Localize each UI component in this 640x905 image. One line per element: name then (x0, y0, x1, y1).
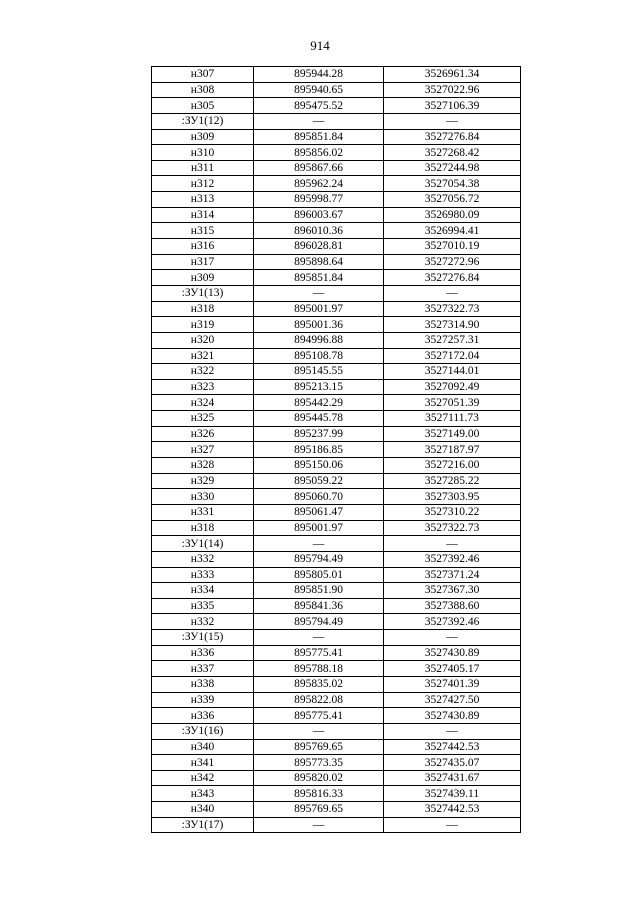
y-coordinate-cell: 3527272.96 (384, 254, 521, 270)
table-row (152, 254, 521, 270)
table-row (152, 207, 521, 223)
table-row (152, 770, 521, 786)
point-name-cell: н311 (152, 160, 254, 176)
y-coordinate-cell: 3527435.07 (384, 755, 521, 771)
y-coordinate-cell: 3527439.11 (384, 786, 521, 802)
x-coordinate-cell: 895150.06 (254, 458, 384, 474)
x-coordinate-cell: 895940.65 (254, 82, 384, 98)
table-row (152, 520, 521, 536)
table-row (152, 67, 521, 83)
table-row (152, 583, 521, 599)
y-coordinate-cell: — (384, 630, 521, 646)
point-name-cell: н314 (152, 207, 254, 223)
x-coordinate-cell: 895898.64 (254, 254, 384, 270)
x-coordinate-cell: 895998.77 (254, 192, 384, 208)
point-name-cell: н318 (152, 301, 254, 317)
point-name-cell: н329 (152, 473, 254, 489)
table-row (152, 473, 521, 489)
point-name-cell: н310 (152, 145, 254, 161)
point-name-cell: н343 (152, 786, 254, 802)
table-row (152, 411, 521, 427)
y-coordinate-cell: 3527431.67 (384, 770, 521, 786)
table-row (152, 239, 521, 255)
coordinates-table-body (152, 67, 521, 833)
x-coordinate-cell: 895186.85 (254, 442, 384, 458)
y-coordinate-cell: 3527430.89 (384, 708, 521, 724)
point-name-cell: н326 (152, 426, 254, 442)
point-name-cell: н342 (152, 770, 254, 786)
x-coordinate-cell: 895775.41 (254, 708, 384, 724)
point-name-cell: н321 (152, 348, 254, 364)
x-coordinate-cell: 896028.81 (254, 239, 384, 255)
table-row (152, 614, 521, 630)
point-name-cell: н336 (152, 708, 254, 724)
x-coordinate-cell: 895794.49 (254, 551, 384, 567)
table-row (152, 426, 521, 442)
point-name-cell: н331 (152, 504, 254, 520)
table-row (152, 145, 521, 161)
y-coordinate-cell: 3527442.53 (384, 802, 521, 818)
x-coordinate-cell: 895841.36 (254, 598, 384, 614)
table-row (152, 489, 521, 505)
y-coordinate-cell: 3526961.34 (384, 67, 521, 83)
y-coordinate-cell: 3527276.84 (384, 270, 521, 286)
table-row (152, 817, 521, 833)
y-coordinate-cell: 3527310.22 (384, 504, 521, 520)
table-row (152, 692, 521, 708)
x-coordinate-cell: 895769.65 (254, 739, 384, 755)
y-coordinate-cell: — (384, 285, 521, 301)
y-coordinate-cell: 3527392.46 (384, 614, 521, 630)
table-row (152, 176, 521, 192)
point-name-cell: :ЗУ1(17) (152, 817, 254, 833)
x-coordinate-cell: 895475.52 (254, 98, 384, 114)
table-row (152, 98, 521, 114)
table-row (152, 802, 521, 818)
point-name-cell: н340 (152, 802, 254, 818)
point-name-cell: н307 (152, 67, 254, 83)
table-row (152, 458, 521, 474)
table-row (152, 676, 521, 692)
x-coordinate-cell: 896003.67 (254, 207, 384, 223)
x-coordinate-cell: 895867.66 (254, 160, 384, 176)
x-coordinate-cell: 895061.47 (254, 504, 384, 520)
x-coordinate-cell: 895001.36 (254, 317, 384, 333)
y-coordinate-cell: 3527111.73 (384, 411, 521, 427)
point-name-cell: н308 (152, 82, 254, 98)
point-name-cell: н332 (152, 614, 254, 630)
y-coordinate-cell: 3527172.04 (384, 348, 521, 364)
y-coordinate-cell: 3527268.42 (384, 145, 521, 161)
x-coordinate-cell: 895820.02 (254, 770, 384, 786)
y-coordinate-cell: 3527322.73 (384, 301, 521, 317)
y-coordinate-cell: 3527054.38 (384, 176, 521, 192)
x-coordinate-cell: 895060.70 (254, 489, 384, 505)
x-coordinate-cell: — (254, 723, 384, 739)
x-coordinate-cell: 895775.41 (254, 645, 384, 661)
table-row (152, 739, 521, 755)
y-coordinate-cell: 3527401.39 (384, 676, 521, 692)
y-coordinate-cell: 3527187.97 (384, 442, 521, 458)
y-coordinate-cell: — (384, 723, 521, 739)
page-number: 914 (310, 38, 330, 53)
table-row (152, 317, 521, 333)
x-coordinate-cell: 895835.02 (254, 676, 384, 692)
y-coordinate-cell: 3527051.39 (384, 395, 521, 411)
point-name-cell: н340 (152, 739, 254, 755)
table-row (152, 223, 521, 239)
y-coordinate-cell: 3527314.90 (384, 317, 521, 333)
y-coordinate-cell: 3527392.46 (384, 551, 521, 567)
table-row (152, 82, 521, 98)
table-row (152, 598, 521, 614)
x-coordinate-cell: 896010.36 (254, 223, 384, 239)
point-name-cell: н341 (152, 755, 254, 771)
y-coordinate-cell: 3527144.01 (384, 364, 521, 380)
table-row (152, 395, 521, 411)
x-coordinate-cell: — (254, 630, 384, 646)
x-coordinate-cell: 895001.97 (254, 301, 384, 317)
x-coordinate-cell: 895816.33 (254, 786, 384, 802)
x-coordinate-cell: 895001.97 (254, 520, 384, 536)
y-coordinate-cell: 3527430.89 (384, 645, 521, 661)
table-row (152, 723, 521, 739)
table-row (152, 645, 521, 661)
x-coordinate-cell: 895794.49 (254, 614, 384, 630)
y-coordinate-cell: 3527322.73 (384, 520, 521, 536)
point-name-cell: н319 (152, 317, 254, 333)
x-coordinate-cell: 895851.84 (254, 270, 384, 286)
coordinates-table (151, 66, 521, 833)
point-name-cell: н328 (152, 458, 254, 474)
table-row (152, 630, 521, 646)
point-name-cell: н335 (152, 598, 254, 614)
x-coordinate-cell: 895445.78 (254, 411, 384, 427)
point-name-cell: н322 (152, 364, 254, 380)
y-coordinate-cell: 3527285.22 (384, 473, 521, 489)
table-row (152, 661, 521, 677)
x-coordinate-cell: 895213.15 (254, 379, 384, 395)
point-name-cell: н338 (152, 676, 254, 692)
table-row (152, 551, 521, 567)
x-coordinate-cell: 895851.84 (254, 129, 384, 145)
y-coordinate-cell: 3527388.60 (384, 598, 521, 614)
table-row (152, 192, 521, 208)
table-row (152, 301, 521, 317)
y-coordinate-cell: 3527149.00 (384, 426, 521, 442)
x-coordinate-cell: 895442.29 (254, 395, 384, 411)
x-coordinate-cell: 895773.35 (254, 755, 384, 771)
y-coordinate-cell: 3527371.24 (384, 567, 521, 583)
point-name-cell: н317 (152, 254, 254, 270)
x-coordinate-cell: 895788.18 (254, 661, 384, 677)
y-coordinate-cell: 3527244.98 (384, 160, 521, 176)
point-name-cell: н309 (152, 270, 254, 286)
table-row (152, 567, 521, 583)
table-row (152, 129, 521, 145)
y-coordinate-cell: — (384, 536, 521, 552)
y-coordinate-cell: — (384, 817, 521, 833)
point-name-cell: н315 (152, 223, 254, 239)
point-name-cell: н330 (152, 489, 254, 505)
x-coordinate-cell: 895962.24 (254, 176, 384, 192)
x-coordinate-cell: 895059.22 (254, 473, 384, 489)
x-coordinate-cell: — (254, 817, 384, 833)
table-row (152, 332, 521, 348)
x-coordinate-cell: 895851.90 (254, 583, 384, 599)
point-name-cell: н316 (152, 239, 254, 255)
point-name-cell: н327 (152, 442, 254, 458)
point-name-cell: н336 (152, 645, 254, 661)
x-coordinate-cell: 895145.55 (254, 364, 384, 380)
x-coordinate-cell: 895769.65 (254, 802, 384, 818)
y-coordinate-cell: 3527442.53 (384, 739, 521, 755)
point-name-cell: н312 (152, 176, 254, 192)
table-row (152, 364, 521, 380)
point-name-cell: н309 (152, 129, 254, 145)
point-name-cell: :ЗУ1(16) (152, 723, 254, 739)
x-coordinate-cell: 895856.02 (254, 145, 384, 161)
x-coordinate-cell: 895108.78 (254, 348, 384, 364)
table-row (152, 536, 521, 552)
y-coordinate-cell: 3527257.31 (384, 332, 521, 348)
table-row (152, 755, 521, 771)
y-coordinate-cell: 3527427.50 (384, 692, 521, 708)
table-row (152, 379, 521, 395)
table-row (152, 708, 521, 724)
table-row (152, 442, 521, 458)
y-coordinate-cell: 3527405.17 (384, 661, 521, 677)
x-coordinate-cell: 895237.99 (254, 426, 384, 442)
point-name-cell: н324 (152, 395, 254, 411)
point-name-cell: н320 (152, 332, 254, 348)
table-row (152, 285, 521, 301)
x-coordinate-cell: 895805.01 (254, 567, 384, 583)
point-name-cell: н339 (152, 692, 254, 708)
point-name-cell: н334 (152, 583, 254, 599)
point-name-cell: н318 (152, 520, 254, 536)
table-row (152, 113, 521, 129)
y-coordinate-cell: — (384, 113, 521, 129)
y-coordinate-cell: 3527056.72 (384, 192, 521, 208)
y-coordinate-cell: 3527106.39 (384, 98, 521, 114)
x-coordinate-cell: — (254, 285, 384, 301)
point-name-cell: :ЗУ1(14) (152, 536, 254, 552)
point-name-cell: н337 (152, 661, 254, 677)
y-coordinate-cell: 3527367.30 (384, 583, 521, 599)
point-name-cell: :ЗУ1(15) (152, 630, 254, 646)
table-row (152, 504, 521, 520)
y-coordinate-cell: 3527010.19 (384, 239, 521, 255)
point-name-cell: н325 (152, 411, 254, 427)
x-coordinate-cell: 894996.88 (254, 332, 384, 348)
point-name-cell: н323 (152, 379, 254, 395)
table-row (152, 348, 521, 364)
table-row (152, 160, 521, 176)
y-coordinate-cell: 3527216.00 (384, 458, 521, 474)
point-name-cell: н305 (152, 98, 254, 114)
point-name-cell: н333 (152, 567, 254, 583)
x-coordinate-cell: — (254, 113, 384, 129)
x-coordinate-cell: 895944.28 (254, 67, 384, 83)
y-coordinate-cell: 3526980.09 (384, 207, 521, 223)
point-name-cell: н313 (152, 192, 254, 208)
point-name-cell: :ЗУ1(12) (152, 113, 254, 129)
point-name-cell: н332 (152, 551, 254, 567)
y-coordinate-cell: 3527092.49 (384, 379, 521, 395)
x-coordinate-cell: — (254, 536, 384, 552)
y-coordinate-cell: 3527022.96 (384, 82, 521, 98)
y-coordinate-cell: 3527303.95 (384, 489, 521, 505)
point-name-cell: :ЗУ1(13) (152, 285, 254, 301)
x-coordinate-cell: 895822.08 (254, 692, 384, 708)
table-row (152, 270, 521, 286)
y-coordinate-cell: 3527276.84 (384, 129, 521, 145)
y-coordinate-cell: 3526994.41 (384, 223, 521, 239)
table-row (152, 786, 521, 802)
